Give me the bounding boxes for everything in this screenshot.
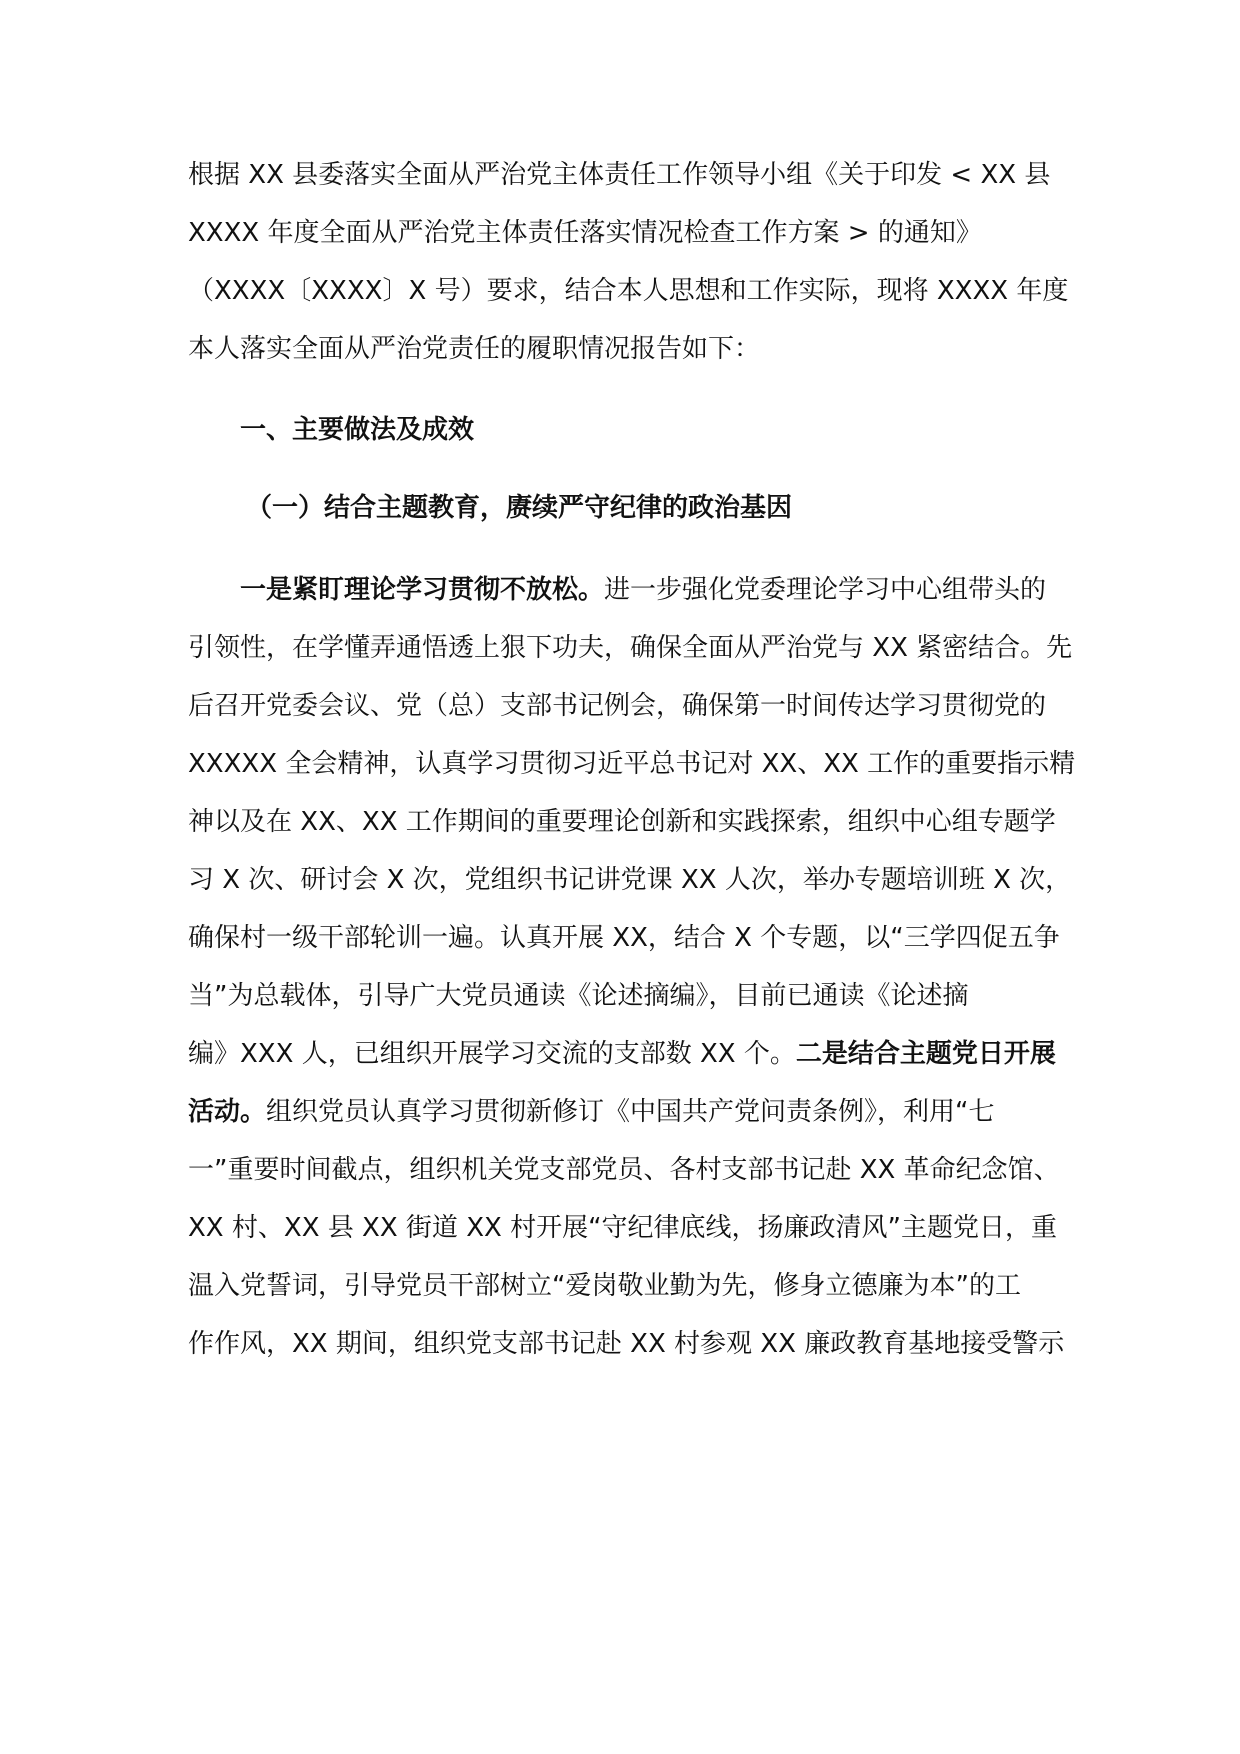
- para-line-14: 作作风，XX 期间，组织党支部书记赴 XX 村参观 XX 廉政教育基地接受警示: [188, 1329, 1065, 1359]
- para-line-9: [188, 1034, 1064, 1074]
- para-line-7: 确保村一级干部轮训一遍。认真开展 XX，结合 X 个专题，以“三学四促五争: [188, 923, 1060, 953]
- para-line-1: [240, 570, 1116, 610]
- para-lead-bold-2: 二是结合主题党日开展: [795, 1039, 1056, 1069]
- section-heading-1: 一、主要做法及成效: [240, 415, 475, 445]
- para-line-5: 神以及在 XX、XX 工作期间的重要理论创新和实践探索，组织中心组专题学: [188, 807, 1056, 837]
- para-lead-bold-1: 一是紧盯理论学习贯彻不放松。: [240, 575, 605, 605]
- para-line-6: 习 X 次、研讨会 X 次，党组织书记讲党课 XX 人次，举办专题培训班 X 次，: [188, 865, 1072, 895]
- para-line-8: 当”为总载体，引导广大党员通读《论述摘编》，目前已通读《论述摘: [188, 981, 969, 1011]
- para-line-4: XXXXX 全会精神，认真学习贯彻习近平总书记对 XX、XX 工作的重要指示精: [188, 749, 1076, 779]
- intro-line-4: 本人落实全面从严治党责任的履职情况报告如下：: [188, 334, 761, 364]
- para-lead-bold-2-end: 活动。: [188, 1097, 267, 1127]
- intro-line-3: （XXXX〔XXXX〕X 号）要求，结合本人思想和工作实际，现将 XXXX 年度: [188, 276, 1069, 306]
- para-line-13: 温入党誓词，引导党员干部树立“爱岗敬业勤为先，修身立德廉为本”的工: [188, 1271, 1021, 1301]
- para-line-1-text: 进一步强化党委理论学习中心组带头的: [604, 575, 1047, 605]
- intro-line-2: XXXX 年度全面从严治党主体责任落实情况检查工作方案 > 的通知》: [188, 218, 982, 248]
- para-line-2: 引领性，在学懂弄通悟透上狠下功夫，确保全面从严治党与 XX 紧密结合。先: [188, 633, 1073, 663]
- intro-line-1: 根据 XX 县委落实全面从严治党主体责任工作领导小组《关于印发 < XX 县: [188, 160, 1051, 190]
- para-line-12: XX 村、XX 县 XX 街道 XX 村开展“守纪律底线，扬廉政清风”主题党日，重: [188, 1213, 1058, 1243]
- para-line-11: 一”重要时间截点，组织机关党支部党员、各村支部书记赴 XX 革命纪念馆、: [188, 1155, 1060, 1185]
- para-line-10-text: 组织党员认真学习贯彻新修订《中国共产党问责条例》，利用“七: [266, 1097, 995, 1127]
- para-line-10: [188, 1092, 1064, 1132]
- para-line-3: 后召开党委会议、党（总）支部书记例会，确保第一时间传达学习贯彻党的: [188, 691, 1047, 721]
- section-heading-2: （一）结合主题教育，赓续严守纪律的政治基因: [246, 493, 793, 523]
- para-line-9-text: 编》XXX 人，已组织开展学习交流的支部数 XX 个。: [188, 1039, 796, 1069]
